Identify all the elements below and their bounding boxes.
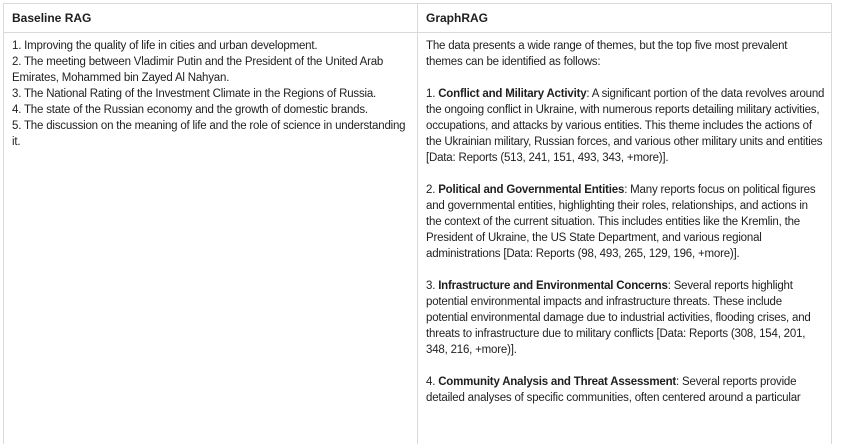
theme-body: : Many reports focus on political figures and governmental entities, highlighting their roles, relationships, and actions in the context of the current situation. This includes entities like the Kremlin, the President of Ukraine, the US State Department, and various regional administrations [Data: Reports (98, 493, 265, 129, 196, +more)]. <box>426 184 816 260</box>
theme-title: Political and Governmental Entities <box>438 184 625 196</box>
list-item: 2. The meeting between Vladimir Putin and the President of the United Arab Emirates, Mohammed bin Zayed Al Nahyan. <box>12 56 384 84</box>
theme-body: : A significant portion of the data revolves around the ongoing conflict in Ukraine, with numerous reports detailing military activities, occupations, and attacks by various entities. This theme includes the actions of the Ukrainian military, Russian forces, and various other military units and entities [Data: Reports (513, 241, 151, 493, 343, +more)]. <box>426 88 825 164</box>
theme-number: 1. <box>426 88 439 100</box>
list-item: 4. The state of the Russian economy and the growth of domestic brands. <box>12 104 368 116</box>
theme-body: : Several reports highlight potential environmental impacts and infrastructure threats. These include potential environmental damage due to industrial activities, flooding crises, and threats to infrastructure due to military conflicts [Data: Reports (308, 154, 201, 348, 216, +more)]. <box>426 280 811 356</box>
theme-title: Infrastructure and Environmental Concerns <box>438 280 668 292</box>
graphrag-theme-2 <box>426 182 825 262</box>
baseline-rag-cell <box>4 33 417 158</box>
theme-title: Community Analysis and Threat Assessment <box>438 376 677 388</box>
comparison-table <box>3 3 832 444</box>
theme-body: : Several reports provide detailed analyses of specific communities, often centered around a particular <box>426 376 801 404</box>
theme-number: 4. <box>426 376 439 388</box>
graphrag-cell <box>418 33 831 414</box>
column-graphrag <box>417 4 831 444</box>
graphrag-theme-4 <box>426 374 825 406</box>
list-item: 5. The discussion on the meaning of life and the role of science in understanding it. <box>12 120 406 148</box>
list-item: 3. The National Rating of the Investment Climate in the Regions of Russia. <box>12 88 377 100</box>
list-item: 1. Improving the quality of life in cities and urban development. <box>12 40 318 52</box>
column-header-graphrag: GraphRAG <box>418 4 831 33</box>
theme-number: 3. <box>426 280 439 292</box>
graphrag-theme-1 <box>426 86 825 166</box>
column-baseline-rag <box>4 4 417 444</box>
column-header-baseline-rag: Baseline RAG <box>4 4 417 33</box>
theme-number: 2. <box>426 184 439 196</box>
theme-title: Conflict and Military Activity <box>438 88 587 100</box>
graphrag-intro: The data presents a wide range of themes, but the top five most prevalent themes can be identified as follows: <box>426 40 788 68</box>
graphrag-theme-3 <box>426 278 825 358</box>
